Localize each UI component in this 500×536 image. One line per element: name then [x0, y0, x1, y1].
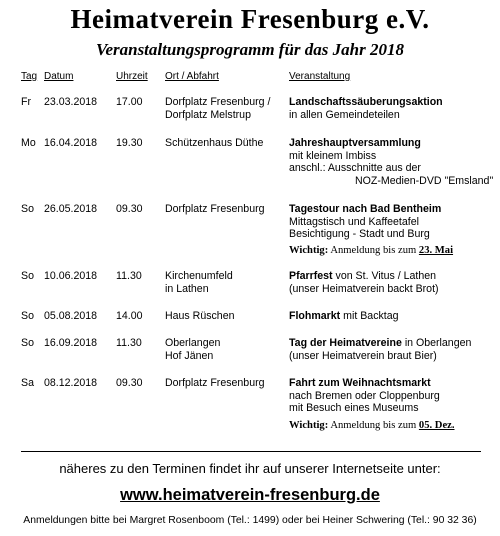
- event-date: 23.03.2018: [44, 96, 98, 108]
- event-date: 10.06.2018: [44, 270, 98, 282]
- website-link[interactable]: www.heimatverein-fresenburg.de: [120, 486, 380, 504]
- event-detail: (unser Heimatverein braut Bier): [289, 349, 437, 362]
- event-location-line: Dorfplatz Melstrup: [165, 108, 251, 121]
- column-header-uhrzeit: Uhrzeit: [116, 71, 148, 82]
- note-deadline: 23. Mai: [418, 244, 454, 256]
- event-day: So: [21, 337, 34, 349]
- event-location-line: Dorfplatz Fresenburg: [165, 377, 265, 389]
- divider: [21, 451, 481, 452]
- event-date: 05.08.2018: [44, 310, 98, 322]
- event-title: Tagestour nach Bad Bentheim: [289, 203, 442, 215]
- event-day: Fr: [21, 96, 31, 108]
- note-text: Anmeldung bis zum: [330, 419, 417, 431]
- event-day: So: [21, 310, 34, 322]
- note-deadline: 05. Dez.: [418, 419, 455, 431]
- event-time: 11.30: [116, 270, 142, 282]
- event-description: [289, 310, 494, 323]
- event-description: [289, 137, 494, 187]
- column-header-veranstaltung: Veranstaltung: [289, 71, 351, 82]
- registration-note: [289, 245, 494, 258]
- event-title: Tag der Heimatvereine: [289, 337, 402, 349]
- event-detail: anschl.: Ausschnitte aus der: [289, 162, 421, 174]
- event-time: 17.00: [116, 96, 143, 108]
- event-detail: mit kleinem Imbiss: [289, 149, 377, 162]
- column-header-datum: Datum: [44, 71, 74, 82]
- column-header-tag: Tag: [21, 71, 38, 82]
- event-title-line: [289, 310, 494, 323]
- event-location-line: Hof Jänen: [165, 349, 214, 362]
- event-location: [165, 337, 285, 362]
- event-detail: NOZ-Medien-DVD "Emsland": [355, 174, 494, 187]
- event-title-rest: von St. Vitus / Lathen: [335, 270, 437, 282]
- event-date: 26.05.2018: [44, 203, 98, 215]
- event-location-line: Kirchenumfeld: [165, 270, 233, 282]
- registration-note: [289, 420, 494, 433]
- note-label: Wichtig:: [289, 244, 329, 256]
- event-description: [289, 337, 494, 362]
- page-subtitle: Veranstaltungsprogramm für das Jahr 2018: [96, 40, 404, 59]
- event-title-rest: in Oberlangen: [404, 337, 472, 349]
- event-location-line: Oberlangen: [165, 337, 221, 349]
- event-title: Fahrt zum Weihnachtsmarkt: [289, 377, 431, 389]
- event-detail: nach Bremen oder Cloppenburg: [289, 389, 440, 402]
- event-title: Jahreshauptversammlung: [289, 137, 421, 149]
- event-title-rest: mit Backtag: [343, 310, 399, 322]
- event-description: [289, 270, 494, 295]
- event-location: [165, 377, 285, 390]
- event-location-line: Haus Rüschen: [165, 310, 235, 322]
- event-time: 09.30: [116, 203, 143, 215]
- column-header-ort: Ort / Abfahrt: [165, 71, 219, 82]
- event-title: Landschaftssäuberungsaktion: [289, 96, 443, 108]
- event-date: 16.04.2018: [44, 137, 98, 149]
- event-date: 08.12.2018: [44, 377, 98, 389]
- event-location-line: in Lathen: [165, 282, 209, 295]
- event-detail: (unser Heimatverein backt Brot): [289, 282, 439, 295]
- event-location-line: Dorfplatz Fresenburg /: [165, 96, 271, 108]
- page-title: Heimatverein Fresenburg e.V.: [70, 4, 430, 34]
- event-date: 16.09.2018: [44, 337, 98, 349]
- footer-info: näheres zu den Terminen findet ihr auf unserer Internetseite unter:: [59, 461, 441, 476]
- event-day: So: [21, 203, 34, 215]
- event-detail: Besichtigung - Stadt und Burg: [289, 228, 430, 240]
- footer-contact: Anmeldungen bitte bei Margret Rosenboom (Tel.: 1499) oder bei Heiner Schwering (Tel.: 90 32 36): [23, 515, 477, 526]
- event-day: Sa: [21, 377, 34, 389]
- event-detail: in allen Gemeindeteilen: [289, 108, 400, 121]
- event-detail: mit Besuch eines Museums: [289, 402, 419, 414]
- event-time: 11.30: [116, 337, 142, 349]
- event-title-line: [289, 270, 494, 283]
- event-description: [289, 96, 494, 121]
- event-time: 19.30: [116, 137, 143, 149]
- event-title-line: [289, 337, 494, 350]
- event-time: 09.30: [116, 377, 143, 389]
- event-location: [165, 137, 285, 150]
- event-description: [289, 377, 494, 432]
- event-location-line: Dorfplatz Fresenburg: [165, 203, 265, 215]
- event-day: So: [21, 270, 34, 282]
- event-location: [165, 96, 285, 121]
- event-time: 14.00: [116, 310, 143, 322]
- event-day: Mo: [21, 137, 36, 149]
- event-location: [165, 203, 285, 216]
- event-location: [165, 270, 285, 295]
- event-description: [289, 203, 494, 257]
- event-location-line: Schützenhaus Düthe: [165, 137, 264, 149]
- note-text: Anmeldung bis zum: [330, 244, 417, 256]
- event-title: Flohmarkt: [289, 310, 341, 322]
- event-location: [165, 310, 285, 323]
- note-label: Wichtig:: [289, 419, 329, 431]
- event-detail: Mittagstisch und Kaffeetafel: [289, 215, 419, 228]
- event-title: Pfarrfest: [289, 270, 333, 282]
